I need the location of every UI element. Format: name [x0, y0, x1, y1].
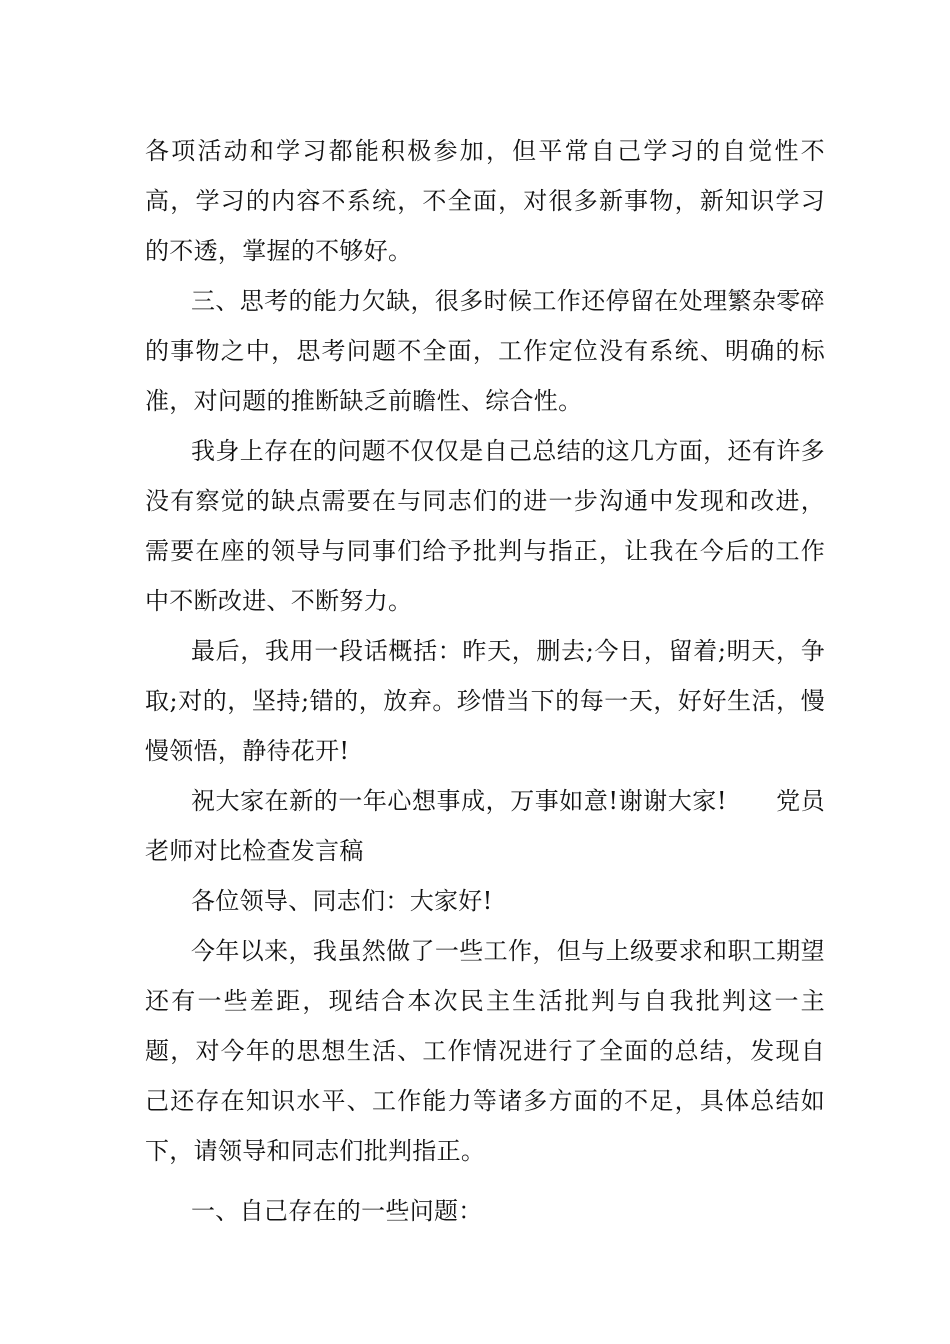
paragraph-introduction: 今年以来，我虽然做了一些工作，但与上级要求和职工期望还有一些差距，现结合本次民主生活批判与自我批判这一主题，对今年的思想生活、工作情况进行了全面的总结，发现自己还存在知识水平、工作能力等诸多方面的不足，具体总结如下，请领导和同志们批判指正。 — [145, 937, 825, 1165]
paragraph-problems-summary: 我身上存在的问题不仅仅是自己总结的这几方面，还有许多没有察觉的缺点需要在与同志们的进一步沟通中发现和改进，需要在座的领导与同事们给予批判与指正，让我在今后的工作中不断改进、不断努力。 — [145, 437, 825, 615]
document-body — [145, 126, 825, 1236]
paragraph-wishes-and-title: 祝大家在新的一年心想事成，万事如意!谢谢大家! 党员老师对比检查发言稿 — [145, 787, 825, 865]
section-heading-problems: 一、自己存在的一些问题： — [191, 1197, 483, 1225]
paragraph-greeting: 各位领导、同志们：大家好! — [191, 887, 493, 915]
paragraph-continuation: 各项活动和学习都能积极参加，但平常自己学习的自觉性不高，学习的内容不系统，不全面，对很多新事物，新知识学习的不透，掌握的不够好。 — [145, 137, 825, 265]
paragraph-thinking-ability: 三、思考的能力欠缺，很多时候工作还停留在处理繁杂零碎的事物之中，思考问题不全面，工作定位没有系统、明确的标准，对问题的推断缺乏前瞻性、综合性。 — [145, 287, 825, 415]
paragraph-closing-summary: 最后，我用一段话概括：昨天，删去;今日，留着;明天，争取;对的，坚持;错的，放弃。珍惜当下的每一天，好好生活，慢慢领悟，静待花开! — [145, 637, 825, 765]
